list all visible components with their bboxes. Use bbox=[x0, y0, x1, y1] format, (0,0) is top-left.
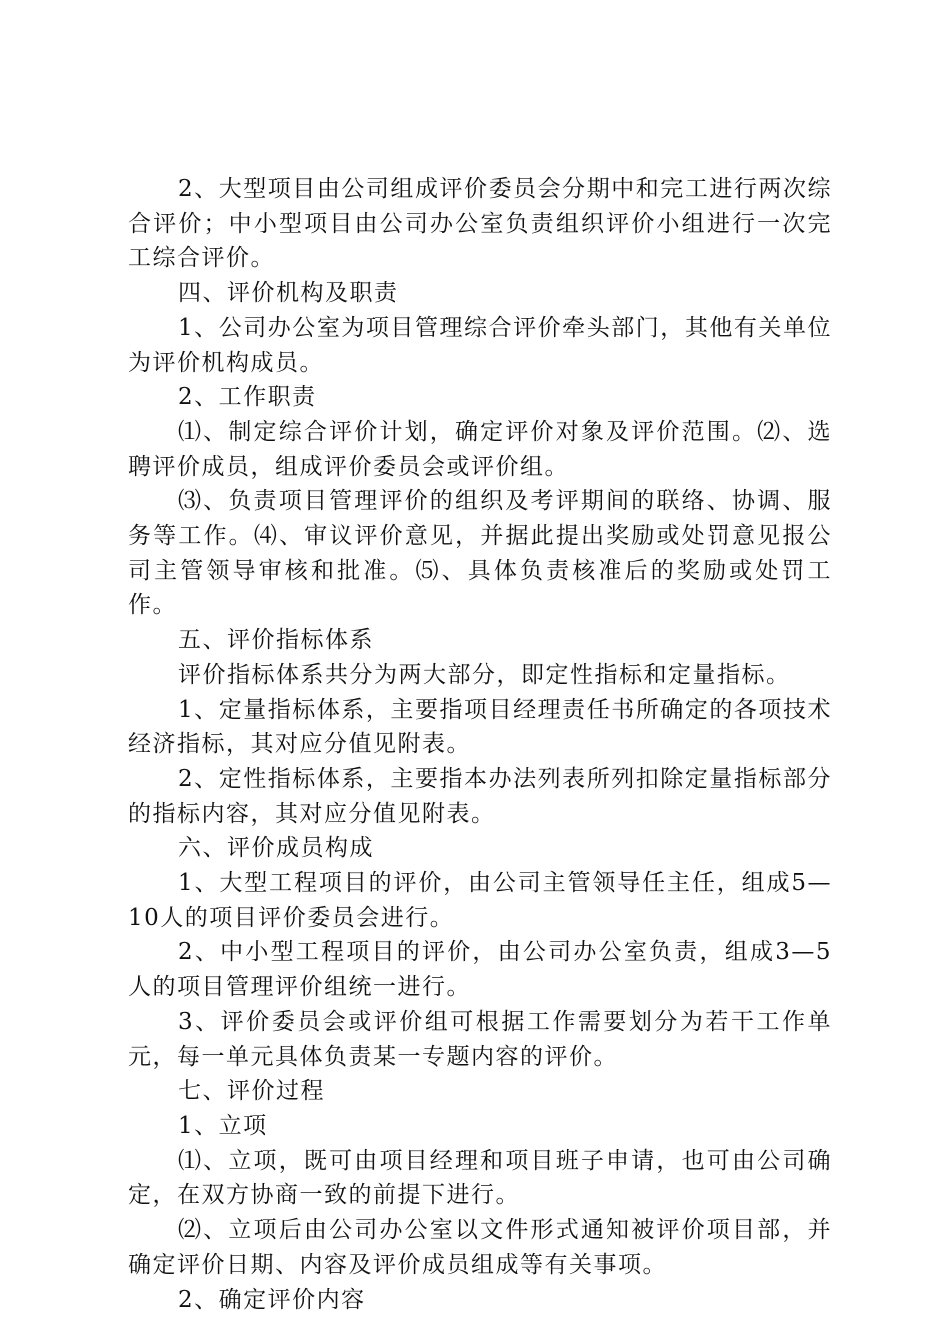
section-heading: 五、评价指标体系 bbox=[178, 627, 374, 654]
section-heading: 六、评价成员构成 bbox=[178, 835, 374, 862]
section-heading: 七、评价过程 bbox=[178, 1078, 325, 1105]
paragraph: ⑵、立项后由公司办公室以文件形式通知被评价项目部，并确定评价日期、内容及评价成员组成等有关事项。 bbox=[128, 1217, 832, 1278]
section-heading: 四、评价机构及职责 bbox=[178, 280, 399, 307]
subsection-heading: 1、立项 bbox=[178, 1112, 268, 1139]
paragraph: ⑶、负责项目管理评价的组织及考评期间的联络、协调、服务等工作。⑷、审议评价意见，并据此提出奖励或处罚意见报公司主管领导审核和批准。⑸、具体负责核准后的奖励或处罚工作。 bbox=[128, 488, 832, 619]
subsection-heading: 2、工作职责 bbox=[178, 384, 317, 411]
paragraph: 1、定量指标体系，主要指项目经理责任书所确定的各项技术经济指标，其对应分值见附表。 bbox=[128, 696, 832, 758]
paragraph: 3、评价委员会或评价组可根据工作需要划分为若干工作单元，每一单元具体负责某一专题内容的评价。 bbox=[128, 1008, 832, 1070]
paragraph: 1、公司办公室为项目管理综合评价牵头部门，其他有关单位为评价机构成员。 bbox=[128, 314, 832, 376]
paragraph: ⑴、立项，既可由项目经理和项目班子申请，也可由公司确定，在双方协商一致的前提下进行。 bbox=[128, 1147, 832, 1209]
paragraph: 评价指标体系共分为两大部分，即定性指标和定量指标。 bbox=[178, 661, 791, 688]
paragraph: ⑴、制定综合评价计划，确定评价对象及评价范围。⑵、选聘评价成员，组成评价委员会或评价组。 bbox=[128, 418, 832, 480]
document-body bbox=[128, 172, 832, 1317]
paragraph: 2、大型项目由公司组成评价委员会分期中和完工进行两次综合评价；中小型项目由公司办公室负责组织评价小组进行一次完工综合评价。 bbox=[128, 176, 832, 272]
paragraph: 2、中小型工程项目的评价，由公司办公室负责，组成3—5人的项目管理评价组统一进行。 bbox=[128, 939, 832, 1001]
paragraph: 2、定性指标体系，主要指本办法列表所列扣除定量指标部分的指标内容，其对应分值见附表。 bbox=[128, 765, 832, 827]
paragraph: 1、大型工程项目的评价，由公司主管领导任主任，组成5—10人的项目评价委员会进行。 bbox=[128, 870, 832, 931]
subsection-heading: 2、确定评价内容 bbox=[178, 1286, 366, 1313]
